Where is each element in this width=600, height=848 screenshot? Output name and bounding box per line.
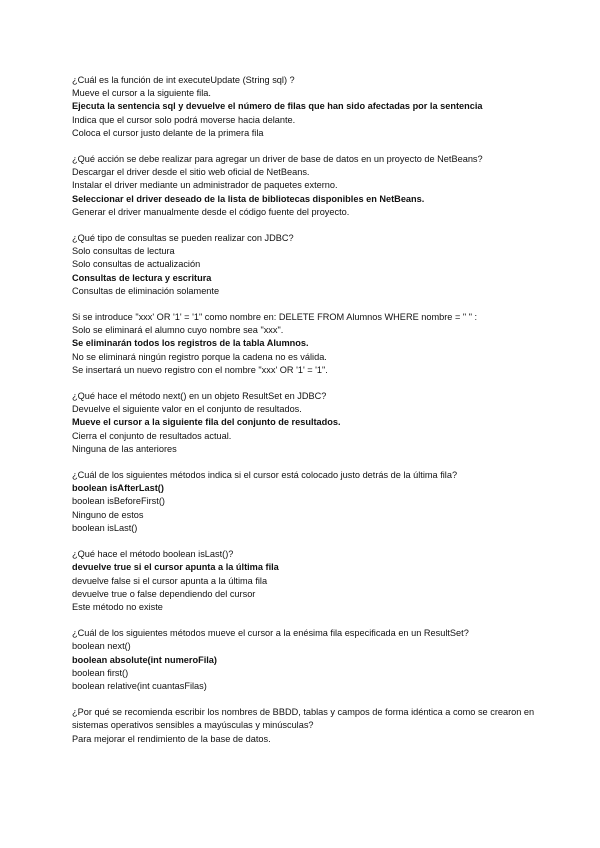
answer-option: Coloca el cursor justo delante de la primera fila bbox=[72, 127, 264, 138]
answer-option: Generar el driver manualmente desde el código fuente del proyecto. bbox=[72, 206, 350, 217]
answer-option: Solo consultas de lectura bbox=[72, 246, 175, 257]
question-prompt: ¿Qué hace el método boolean isLast()? bbox=[72, 549, 234, 560]
correct-answer-option: Se eliminarán todos los registros de la tabla Alumnos. bbox=[72, 338, 309, 349]
correct-answer-option: devuelve true si el cursor apunta a la última fila bbox=[72, 562, 279, 573]
answer-option: boolean first() bbox=[72, 667, 129, 678]
answer-option: Descargar el driver desde el sitio web oficial de NetBeans. bbox=[72, 167, 310, 178]
answer-option: boolean relative(int cuantasFilas) bbox=[72, 680, 207, 691]
quiz-content bbox=[72, 74, 542, 759]
answer-option: Este método no existe bbox=[72, 601, 163, 612]
question-block bbox=[72, 153, 542, 219]
question-block bbox=[72, 232, 542, 298]
question-block bbox=[72, 311, 542, 377]
correct-answer-option: Seleccionar el driver deseado de la lista de bibliotecas disponibles en NetBeans. bbox=[72, 193, 425, 204]
answer-option: Se insertará un nuevo registro con el nombre "xxx' OR '1' = '1". bbox=[72, 364, 328, 375]
question-block bbox=[72, 627, 542, 693]
question-block bbox=[72, 706, 542, 746]
answer-option: Devuelve el siguiente valor en el conjunto de resultados. bbox=[72, 404, 302, 415]
question-prompt: ¿Cuál de los siguientes métodos mueve el cursor a la enésima fila especificada en un ResultSet? bbox=[72, 628, 469, 639]
answer-option: Indica que el cursor solo podrá moverse hacia delante. bbox=[72, 114, 296, 125]
answer-option: devuelve false si el cursor apunta a la última fila bbox=[72, 575, 268, 586]
question-block bbox=[72, 390, 542, 456]
question-block bbox=[72, 74, 542, 140]
answer-option: boolean isBeforeFirst() bbox=[72, 496, 165, 507]
correct-answer-option: Mueve el cursor a la siguiente fila del conjunto de resultados. bbox=[72, 417, 341, 428]
answer-option: Ninguno de estos bbox=[72, 509, 144, 520]
answer-option: Instalar el driver mediante un administrador de paquetes externo. bbox=[72, 180, 338, 191]
correct-answer-option: boolean absolute(int numeroFila) bbox=[72, 654, 217, 665]
answer-option: Mueve el cursor a la siguiente fila. bbox=[72, 88, 211, 99]
question-prompt: ¿Por qué se recomienda escribir los nombres de BBDD, tablas y campos de forma idéntica a como se crearon en sistemas operativos sensibles a mayúsculas y minúsculas? bbox=[72, 707, 535, 731]
question-prompt: Si se introduce "xxx' OR '1' = '1" como nombre en: DELETE FROM Alumnos WHERE nombre = " " : bbox=[72, 312, 478, 323]
answer-option: Solo se eliminará el alumno cuyo nombre sea "xxx". bbox=[72, 325, 284, 336]
answer-option: boolean next() bbox=[72, 641, 131, 652]
question-prompt: ¿Qué acción se debe realizar para agregar un driver de base de datos en un proyecto de NetBeans? bbox=[72, 154, 483, 165]
answer-option: devuelve true o false dependiendo del cursor bbox=[72, 588, 256, 599]
question-prompt: ¿Cuál es la función de int executeUpdate (String sql) ? bbox=[72, 75, 295, 85]
correct-answer-option: Ejecuta la sentencia sql y devuelve el número de filas que han sido afectadas por la sentencia bbox=[72, 101, 483, 112]
correct-answer-option: boolean isAfterLast() bbox=[72, 483, 164, 494]
answer-option: Ninguna de las anteriores bbox=[72, 443, 177, 454]
answer-option: Para mejorar el rendimiento de la base de datos. bbox=[72, 733, 271, 744]
answer-option: Solo consultas de actualización bbox=[72, 259, 201, 270]
question-block bbox=[72, 469, 542, 535]
question-block bbox=[72, 548, 542, 614]
answer-option: Consultas de eliminación solamente bbox=[72, 285, 220, 296]
answer-option: No se eliminará ningún registro porque la cadena no es válida. bbox=[72, 351, 327, 362]
question-prompt: ¿Cuál de los siguientes métodos indica si el cursor está colocado justo detrás de la última fila? bbox=[72, 470, 458, 481]
question-prompt: ¿Qué hace el método next() en un objeto ResultSet en JDBC? bbox=[72, 391, 327, 402]
correct-answer-option: Consultas de lectura y escritura bbox=[72, 272, 212, 283]
answer-option: Cierra el conjunto de resultados actual. bbox=[72, 430, 232, 441]
answer-option: boolean isLast() bbox=[72, 522, 138, 533]
question-prompt: ¿Qué tipo de consultas se pueden realizar con JDBC? bbox=[72, 233, 294, 244]
